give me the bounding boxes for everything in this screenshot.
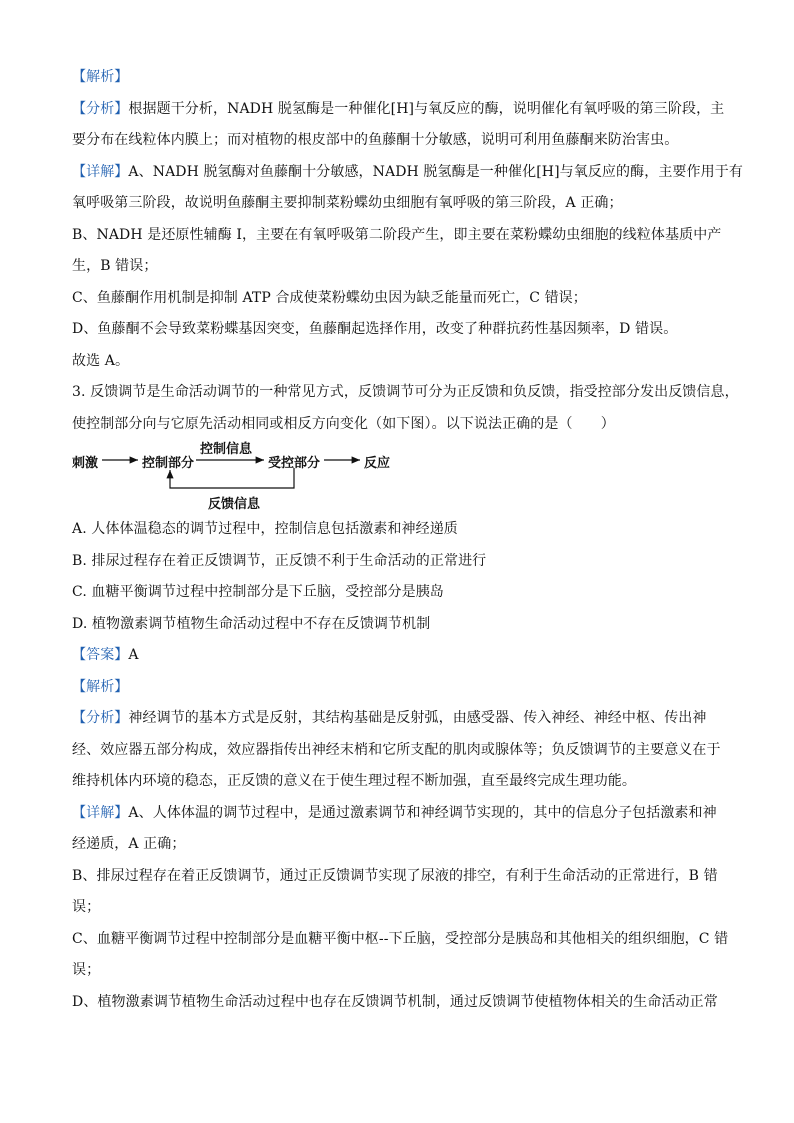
line-text: B、排尿过程存在着正反馈调节，通过正反馈调节实现了尿液的排空，有利于生命活动的正常进行，B 错: [72, 867, 718, 884]
line-text: 生，B 错误；: [72, 258, 158, 274]
line-text: C、血糖平衡调节过程中控制部分是血糖平衡中枢--下丘脑，受控部分是胰岛和其他相关的组织细胞，C 错: [72, 930, 729, 947]
line-text: D. 植物激素调节植物生命活动过程中不存在反馈调节机制: [72, 615, 431, 632]
diagram-response: 反应: [364, 456, 391, 471]
text-line: [72, 829, 732, 861]
diagram-control-part: 控制部分: [142, 456, 195, 471]
text-line: [72, 609, 732, 641]
text-line: [72, 125, 732, 157]
text-line: [72, 924, 732, 956]
section-marker: 【解析】: [72, 69, 129, 85]
line-text: C、鱼藤酮作用机制是抑制 ATP 合成使菜粉蝶幼虫因为缺乏能量而死亡，C 错误；: [72, 289, 587, 306]
section-marker: 【详解】: [72, 163, 129, 180]
arrow-feedback-loop: [170, 468, 294, 488]
text-line: [72, 798, 732, 830]
line-text: A、人体体温的调节过程中，是通过激素调节和神经调节实现的，其中的信息分子包括激素和神: [128, 804, 717, 821]
line-text: 误；: [72, 899, 101, 915]
line-text: D、植物激素调节植物生命活动过程中也存在反馈调节机制，通过反馈调节使植物体相关的生命活动正常: [72, 993, 718, 1010]
line-text: C. 血糖平衡调节过程中控制部分是下丘脑，受控部分是胰岛: [72, 584, 444, 600]
text-line: [72, 955, 732, 987]
line-text: A. 人体体温稳态的调节过程中，控制信息包括激素和神经递质: [72, 521, 458, 537]
line-text: 误；: [72, 962, 101, 978]
text-line: [72, 546, 732, 578]
text-line: [72, 766, 732, 798]
line-text: 经、效应器五部分构成，效应器指传出神经末梢和它所支配的肌肉或腺体等；负反馈调节的主要意义在于: [72, 741, 721, 758]
section-marker: 【分析】: [72, 100, 129, 117]
line-text: 神经调节的基本方式是反射，其结构基础是反射弧，由感受器、传入神经、神经中枢、传出神: [128, 710, 707, 726]
text-line: [72, 220, 732, 252]
text-line: [72, 577, 732, 609]
line-text: A、NADH 脱氢酶对鱼藤酮十分敏感，NADH 脱氢酶是一种催化[H]与氧反应的酶，主要作用于有: [128, 163, 743, 180]
section-marker: 【答案】: [72, 647, 129, 663]
text-line: [72, 157, 743, 189]
section-marker: 【分析】: [72, 710, 129, 726]
text-line: [72, 377, 739, 409]
line-text: D、鱼藤酮不会导致菜粉蝶基因突变，鱼藤酮起选择作用，改变了种群抗药性基因频率，D 错误。: [72, 321, 678, 337]
text-line: [72, 314, 732, 346]
line-text: 故选 A。: [72, 352, 130, 369]
text-line: [72, 735, 732, 767]
text-line: [72, 251, 732, 283]
text-line: [72, 283, 732, 315]
text-line: [72, 514, 732, 546]
line-text: 根据题干分析，NADH 脱氢酶是一种催化[H]与氧反应的酶，说明催化有氧呼吸的第三阶段，主: [128, 100, 725, 117]
text-line: [72, 861, 732, 893]
section-marker: 【详解】: [72, 804, 129, 821]
section-marker: 【解析】: [72, 678, 129, 695]
text-line: [72, 987, 732, 1019]
line-text: 经递质，A 正确；: [72, 836, 186, 852]
explanation-block-1: [72, 62, 743, 440]
line-text: 维持机体内环境的稳态，正反馈的意义在于使生理过程不断加强，直至最终完成生理功能。: [72, 773, 636, 789]
text-line: [72, 703, 732, 735]
text-line: [72, 672, 732, 704]
line-text: A: [128, 647, 139, 663]
line-text: 要分布在线粒体内膜上；而对植物的根皮部中的鱼藤酮十分敏感，说明可利用鱼藤酮来防治害虫。: [72, 132, 679, 148]
diagram-controlled-part: 受控部分: [268, 456, 321, 471]
text-line: [72, 892, 732, 924]
text-line: [72, 94, 732, 126]
line-text: 3. 反馈调节是生命活动调节的一种常见方式，反馈调节可分为正反馈和负反馈，指受控部分发出反馈信息，: [72, 384, 739, 400]
line-text: B. 排尿过程存在着正反馈调节，正反馈不利于生命活动的正常进行: [72, 552, 487, 569]
line-text: 使控制部分向与它原先活动相同或相反方向变化（如下图）。以下说法正确的是（ ）: [72, 415, 615, 432]
text-line: [72, 346, 732, 378]
line-text: 氧呼吸第三阶段，故说明鱼藤酮主要抑制菜粉蝶幼虫细胞有氧呼吸的第三阶段，A 正确；: [72, 195, 623, 211]
text-line: [72, 640, 732, 672]
text-line: [72, 409, 732, 441]
feedback-diagram: [72, 444, 732, 512]
line-text: B、NADH 是还原性辅酶 I，主要在有氧呼吸第二阶段产生，即主要在菜粉蝶幼虫细胞的线粒体基质中产: [72, 226, 722, 243]
text-line: [72, 188, 732, 220]
diagram-feedback-info: 反馈信息: [208, 497, 261, 512]
document-page: [72, 62, 743, 1018]
diagram-stimulus: 刺激: [72, 456, 99, 471]
diagram-control-info: 控制信息: [200, 442, 253, 457]
text-line: [72, 62, 732, 94]
explanation-block-2: [72, 514, 732, 1018]
